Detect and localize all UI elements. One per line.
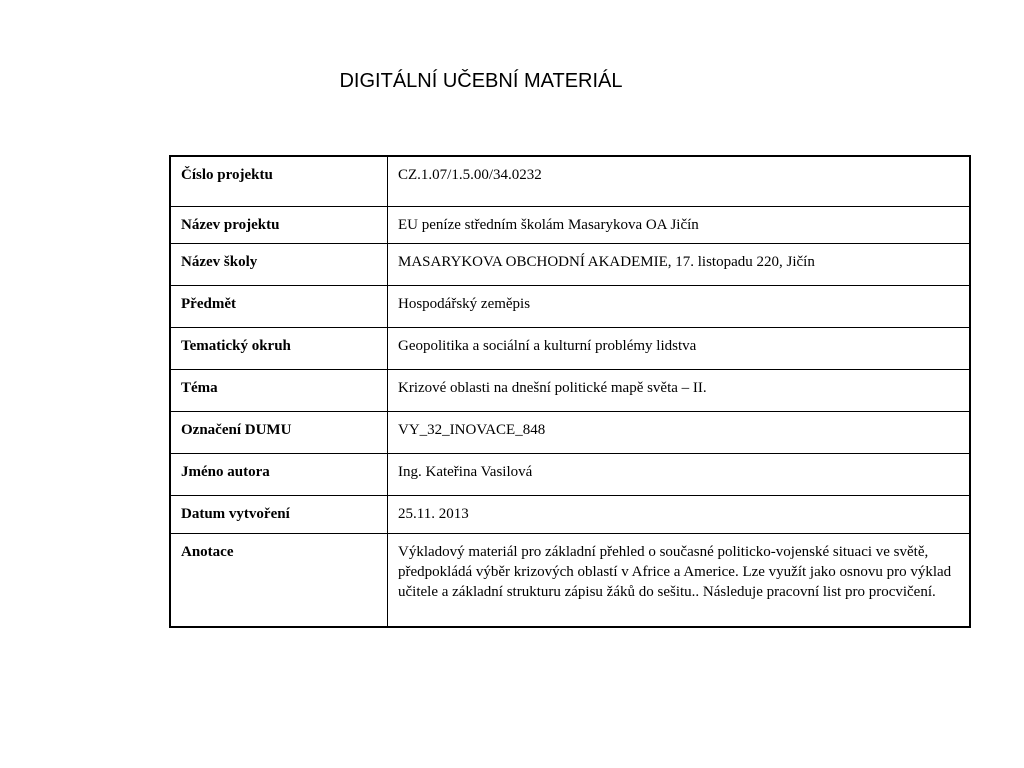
table-row [170,156,970,206]
table-row [170,243,970,285]
row-value: VY_32_INOVACE_848 [388,411,971,453]
row-value: CZ.1.07/1.5.00/34.0232 [388,156,971,206]
row-value: Výkladový materiál pro základní přehled o současné politicko-vojenské situaci ve světě, předpokládá výběr krizových oblastí v Africe a Americe. Lze využít jako osnovu pro výklad učitele a základní strukturu zápisu žáků do sešitu.. Následuje pracovní list pro procvičení. [388,533,971,627]
slide-title: DIGITÁLNÍ UČEBNÍ MATERIÁL [339,70,623,92]
row-label: Číslo projektu [170,156,388,206]
table-row [170,206,970,243]
row-value: Krizové oblasti na dnešní politické mapě světa – II. [388,369,971,411]
table-row [170,369,970,411]
row-value: Ing. Kateřina Vasilová [388,453,971,495]
project-info-table [169,155,971,628]
row-label: Jméno autora [170,453,388,495]
table-row [170,411,970,453]
row-value: Hospodářský zeměpis [388,285,971,327]
row-label: Téma [170,369,388,411]
row-value: 25.11. 2013 [388,495,971,533]
row-label: Označení DUMU [170,411,388,453]
row-label: Název školy [170,243,388,285]
table-row [170,285,970,327]
row-value: Geopolitika a sociální a kulturní problémy lidstva [388,327,971,369]
table-row [170,533,970,627]
table-row [170,495,970,533]
row-label: Předmět [170,285,388,327]
row-label: Anotace [170,533,388,627]
table-row [170,327,970,369]
row-label: Tematický okruh [170,327,388,369]
row-label: Datum vytvoření [170,495,388,533]
table-row [170,453,970,495]
row-value: MASARYKOVA OBCHODNÍ AKADEMIE, 17. listopadu 220, Jičín [388,243,971,285]
row-value: EU peníze středním školám Masarykova OA Jičín [388,206,971,243]
row-label: Název projektu [170,206,388,243]
